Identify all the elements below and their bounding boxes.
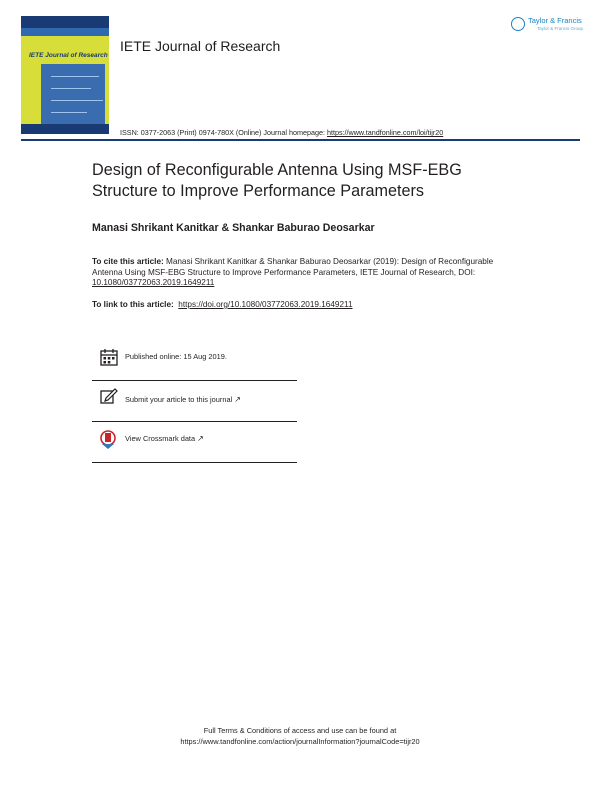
row-divider (92, 380, 297, 381)
published-online-text: Published online: 15 Aug 2019. (125, 352, 227, 361)
footer-terms-text: Full Terms & Conditions of access and use can be found at (203, 726, 397, 735)
submit-article-row[interactable] (100, 388, 297, 406)
row-divider (92, 462, 297, 463)
published-online-row (100, 348, 297, 366)
publisher-logo-icon (511, 17, 525, 31)
crossmark-link[interactable] (125, 434, 204, 443)
article-link-line (92, 300, 353, 309)
article-title (92, 160, 532, 202)
header-divider (21, 139, 580, 141)
link-label: To link to this article: (92, 300, 174, 309)
row-divider (92, 421, 297, 422)
citation-block (92, 257, 517, 289)
citation-text: Manasi Shrikant Kanitkar & Shankar Baburao Deosarkar (2019): Design of Reconfigurable Antenna Using MSF-EBG Structure to Improve Performance Parameters, IETE Journal of Research, DOI: (92, 257, 494, 277)
issn-text: ISSN: 0377-2063 (Print) 0974-780X (Online) Journal homepage: (120, 128, 327, 137)
citation-label: To cite this article: (92, 257, 164, 266)
journal-cover-image (21, 16, 109, 134)
crossmark-row[interactable] (100, 430, 297, 450)
publisher-name: Taylor & Francis (528, 16, 582, 25)
calendar-icon (100, 348, 118, 366)
submit-article-label: Submit your article to this journal (125, 395, 233, 404)
article-title-line-1: Design of Reconfigurable Antenna Using MSF-EBG (92, 161, 462, 179)
article-authors: Manasi Shrikant Kanitkar & Shankar Baburao Deosarkar (92, 222, 375, 234)
publisher-subname: Taylor & Francis Group (537, 26, 584, 31)
crossmark-icon (100, 430, 116, 450)
footer-terms-link[interactable]: https://www.tandfonline.com/action/journalInformation?journalCode=tijr20 (180, 737, 420, 746)
edit-icon (100, 388, 118, 404)
cover-title: IETE Journal of Research (29, 52, 108, 59)
journal-homepage-link[interactable]: https://www.tandfonline.com/loi/tijr20 (326, 128, 444, 137)
doi-link[interactable]: 10.1080/03772063.2019.1649211 (92, 278, 215, 287)
journal-title: IETE Journal of Research (120, 38, 281, 54)
submit-article-link[interactable] (125, 395, 241, 404)
issn-line (120, 128, 443, 137)
article-title-line-2: Structure to Improve Performance Parameters (92, 182, 424, 200)
external-link-icon: ↗ (197, 434, 204, 443)
crossmark-label: View Crossmark data (125, 434, 196, 443)
external-link-icon: ↗ (234, 395, 241, 404)
article-doi-url[interactable]: https://doi.org/10.1080/03772063.2019.1649211 (178, 300, 353, 309)
